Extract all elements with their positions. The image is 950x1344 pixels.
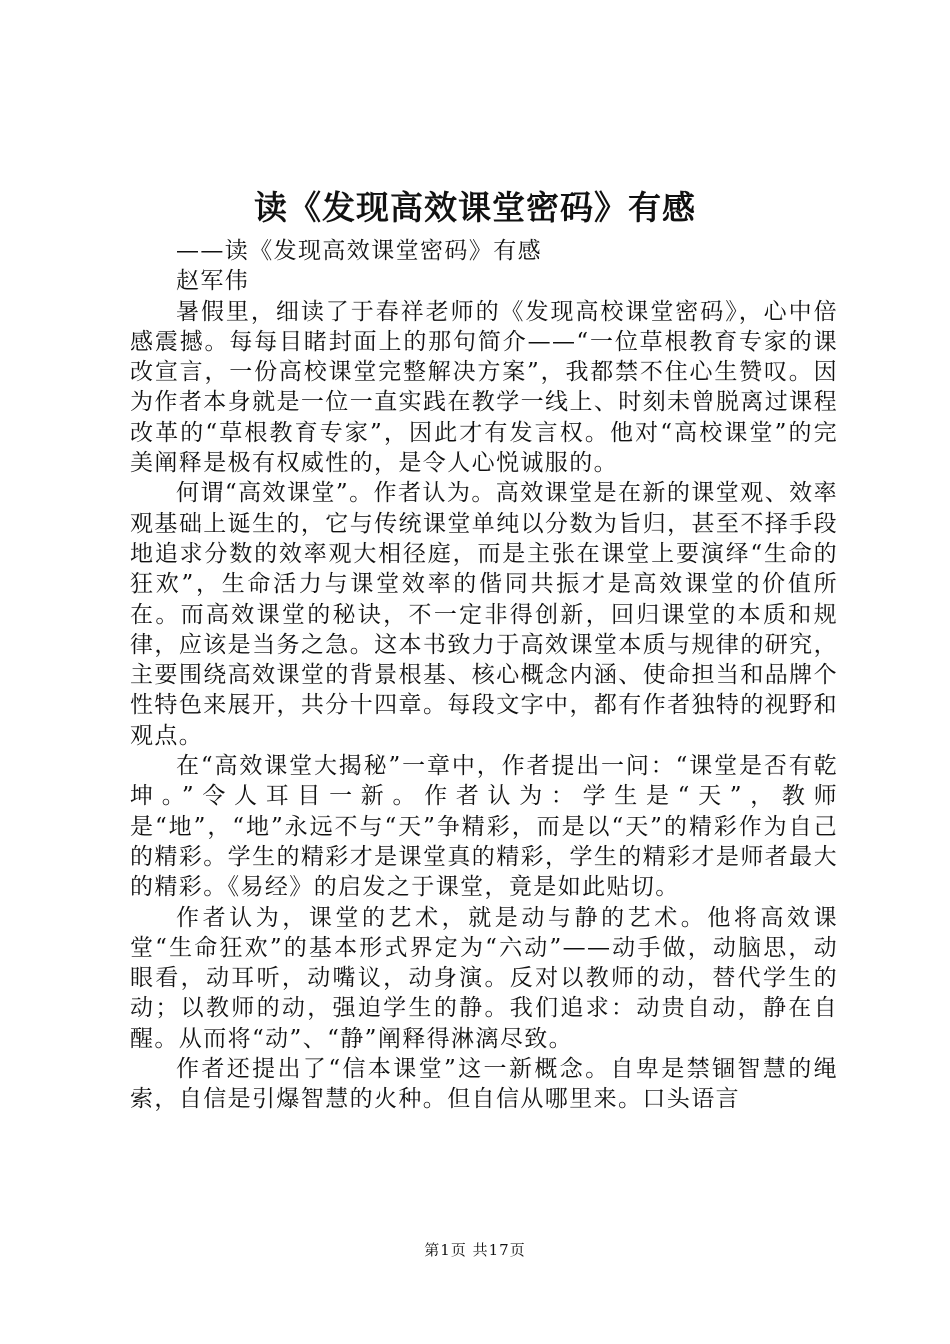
paragraph: 在“高效课堂大揭秘”一章中，作者提出一问：“课堂是否有乾坤。”令人耳目一新。作者认为：学生是“天”，教师是“地”，“地”永远不与“天”争精彩，而是以“天”的精彩作为自己的精彩。学生的精彩才是课堂真的精彩，学生的精彩才是师者最大的精彩。《易经》的启发之于课堂，竟是如此贴切。: [130, 753, 838, 901]
paragraph: 作者认为，课堂的艺术，就是动与静的艺术。他将高效课堂“生命狂欢”的基本形式界定为“六动”——动手做，动脑思，动眼看，动耳听，动嘴议，动身演。反对以教师的动，替代学生的动；以教师的动，强迫学生的静。我们追求：动贵自动，静在自醒。从而将“动”、“静”阐释得淋漓尽致。: [130, 904, 838, 1052]
page-number-footer: 第1页 共17页: [424, 1241, 526, 1259]
document-author: 赵军伟: [176, 268, 250, 295]
paragraph: 何谓“高效课堂”。作者认为。高效课堂是在新的课堂观、效率观基础上诞生的，它与传统课堂单纯以分数为旨归，甚至不择手段地追求分数的效率观大相径庭，而是主张在课堂上要演绎“生命的狂欢”，生命活力与课堂效率的偕同共振才是高效课堂的价值所在。而高效课堂的秘诀，不一定非得创新，回归课堂的本质和规律，应该是当务之急。这本书致力于高效课堂本质与规律的研究，主要围绕高效课堂的背景根基、核心概念内涵、使命担当和品牌个性特色来展开，共分十四章。每段文字中，都有作者独特的视野和观点。: [130, 480, 838, 749]
document-title: 读《发现高效课堂密码》有感: [254, 188, 696, 227]
document-subtitle: ——读《发现高效课堂密码》有感: [176, 238, 542, 264]
paragraph: 作者还提出了“信本课堂”这一新概念。自卑是禁锢智慧的绳索，自信是引爆智慧的火种。但自信从哪里来。口头语言: [130, 1056, 838, 1113]
document-body: [130, 236, 838, 1115]
paragraph: 暑假里，细读了于春祥老师的《发现高校课堂密码》，心中倍感震撼。每每目睹封面上的那句简介——“一位草根教育专家的课改宣言，一份高校课堂完整解决方案”，我都禁不住心生赞叹。因为作者本身就是一位一直实践在教学一线上、时刻未曾脱离过课程改革的“草根教育专家”，因此才有发言权。他对“高校课堂”的完美阐释是极有权威性的，是令人心悦诚服的。: [130, 298, 838, 477]
